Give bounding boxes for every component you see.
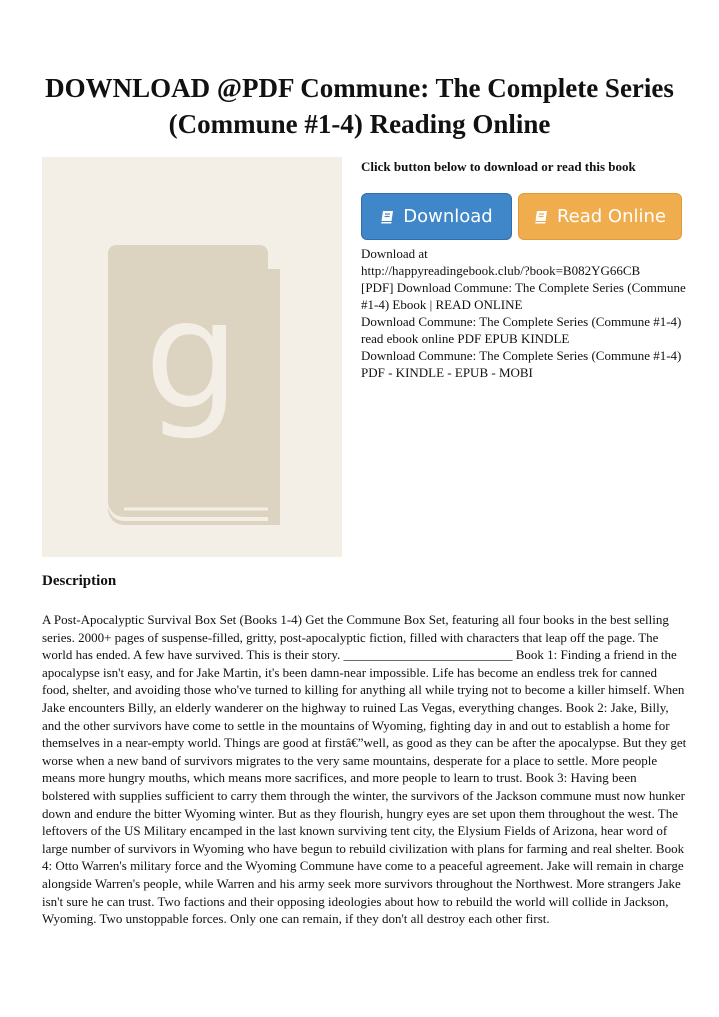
page-title: DOWNLOAD @PDF Commune: The Complete Series (Commune #1-4) Reading Online bbox=[45, 73, 674, 139]
book-icon bbox=[534, 209, 550, 225]
download-button-label: Download bbox=[403, 206, 493, 227]
download-url-link[interactable]: http://happyreadingebook.club/?book=B082YG66CB bbox=[361, 263, 641, 278]
links-line: Download Commune: The Complete Series (Commune #1-4) PDF - KINDLE - EPUB - MOBI bbox=[361, 348, 682, 380]
download-button[interactable] bbox=[361, 193, 512, 240]
download-panel bbox=[361, 157, 691, 381]
cover-letter: g bbox=[144, 269, 240, 443]
read-online-button-label: Read Online bbox=[556, 206, 666, 227]
read-online-button[interactable] bbox=[518, 193, 682, 240]
links-line: Download Commune: The Complete Series (Commune #1-4) read ebook online PDF EPUB KINDLE bbox=[361, 314, 682, 346]
description-text: A Post-Apocalyptic Survival Box Set (Books 1-4) Get the Commune Box Set, featuring all four books in the best selling series. 2000+ pages of suspense-filled, gritty, post-apocalyptic fiction, filled with characters that leap off the page. The world has ended. A few have survived. This is their story. __________________________ Book 1: Finding a friend in the apocalypse isn't easy, and for Jake Martin, it's been damn-near impossible. Life has become an endless trek for canned food, shelter, and avoiding those who've turned to killing for anything all while trying not to become a killer himself. When Jake encounters Billy, an elderly wanderer on the highway to ruined Las Vegas, everything changes. Book 2: Jake, Billy, and the other survivors have come to settle in the mountains of Wyoming, fighting day in and out to establish a home for themselves in a near-empty world. Things are good at firstâ€”well, as good as they can be after the apocalypse. But they get worse when a new band of survivors migrates to the very same mountains, desperate for a place to settle. More people means more hungry mouths, which means more sacrifices, and more people to learn to trust. Book 3: Having been bolstered with supplies sufficient to carry them through the winter, the survivors of the Jackson commune must now hunker down and endure the bitter Wyoming winter. But as they flourish, hungry eyes are set upon them throughout the west. The leftovers of the US Military encamped in the last known surviving tent city, the Elysium Fields of Arizona, hear word of large number of survivors in Wyoming who have begun to rebuild civilization with plans for farming and real shelter. Book 4: Otto Warren's military force and the Wyoming Commune have come to a peaceful agreement. Jake will remain in charge alongside Warren's people, while Warren and his army seek more survivors throughout the Northwest. More strangers Jake isn't sure he can trust. Two factions and their opposing ideologies about how to rebuild the world will collide in Jackson, Wyoming. Two unstoppable forces. Only one can remain, if they don't all destroy each other first. bbox=[42, 612, 687, 927]
book-icon bbox=[380, 209, 396, 225]
book-cover-placeholder bbox=[42, 157, 342, 557]
button-row bbox=[361, 193, 691, 240]
download-links bbox=[361, 245, 691, 381]
links-line: [PDF] Download Commune: The Complete Series (Commune #1-4) Ebook | READ ONLINE bbox=[361, 280, 686, 312]
links-line: Download at bbox=[361, 246, 428, 261]
book-icon bbox=[42, 157, 342, 557]
description-heading: Description bbox=[42, 573, 117, 589]
cta-text: Click button below to download or read this book bbox=[361, 159, 636, 174]
